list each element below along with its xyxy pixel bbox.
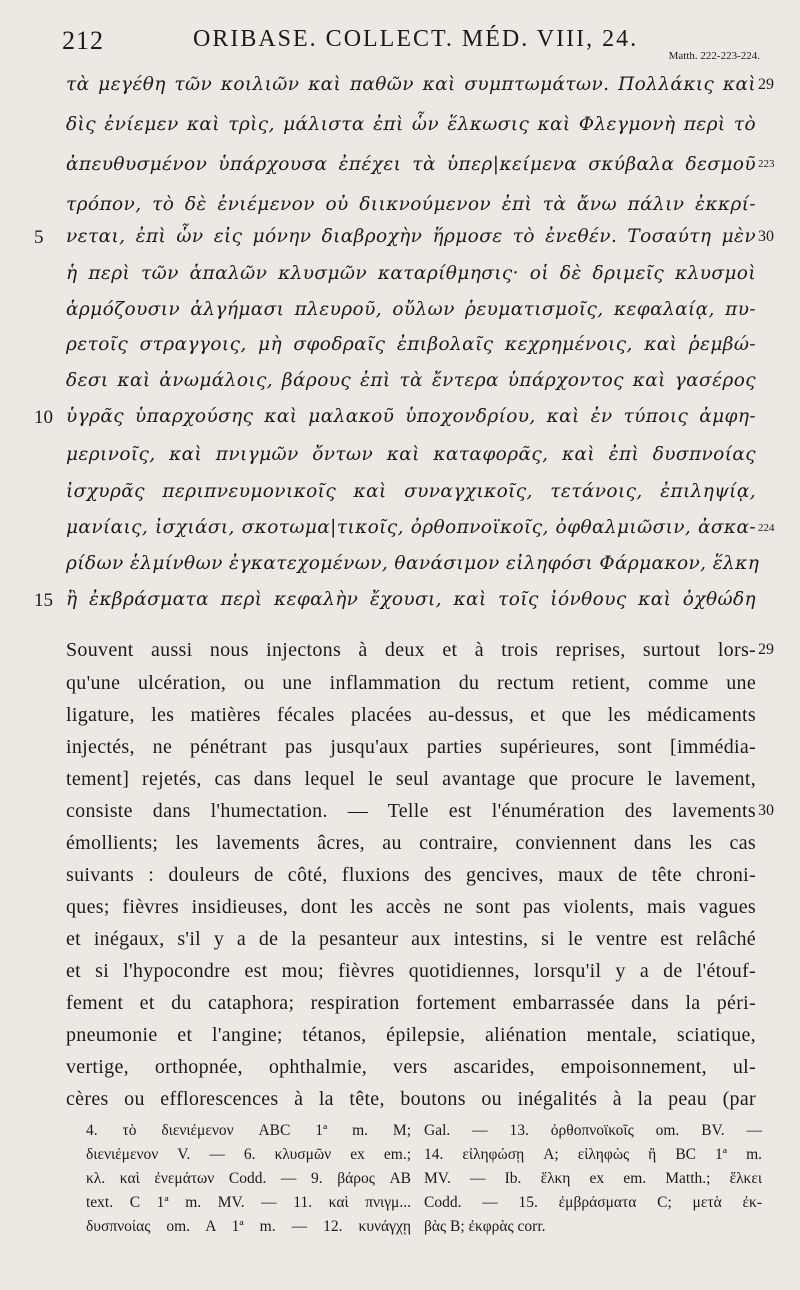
greek-line: τὰ μεγέθη τῶν κοιλιῶν καὶ παθῶν καὶ συμπτωμάτων. Πολλάκις καὶ bbox=[66, 74, 756, 95]
footnote-line: 4. τὸ διενιέμενον ABC 1ª m. M; bbox=[86, 1122, 411, 1139]
footnote-line: 14. εἰληφώσῃ A; εἰληφὼς ἢ BC 1ª m. bbox=[424, 1146, 762, 1163]
greek-line: ἢ ἐκβράσματα περὶ κεφαλὴν ἔχουσι, καὶ τοῖς ἰόνθους καὶ ὀχθώδη bbox=[66, 589, 756, 610]
page-number: 212 bbox=[62, 26, 104, 55]
greek-line: ρετοῖς στραγγοις, μὴ σφοδραῖς ἐπιβολαῖς κεχρημένοις, καὶ ῥεμβώ- bbox=[66, 334, 756, 355]
french-line: consiste dans l'humectation. — Telle est l'énumération des lavements bbox=[66, 800, 756, 822]
line-number-15: 15 bbox=[34, 590, 53, 611]
greek-line: τρόπον, τὸ δὲ ἐνιέμενον οὐ διικνούμενον ἐπὶ τὰ ἄνω πάλιν ἐκκρί- bbox=[66, 194, 756, 215]
footnote-line: βὰς B; ἐκφρὰς corr. bbox=[424, 1218, 546, 1235]
french-line: et si l'hypocondre est mou; fièvres quotidiennes, lorsqu'il y a de l'étouf- bbox=[66, 960, 756, 982]
french-line: qu'une ulcération, ou une inflammation du rectum retient, comme une bbox=[66, 672, 756, 694]
greek-line: δεσι καὶ ἀνωμάλοις, βάρους ἐπὶ τὰ ἔντερα ὑπάρχοντος καὶ γασέρος bbox=[66, 370, 756, 391]
matthaei-reference: Matth. 222-223-224. bbox=[668, 50, 760, 62]
greek-line: μερινοῖς, καὶ πνιγμῶν ὄντων καὶ καταφορᾶς, καὶ ἐπὶ δυσπνοίας bbox=[66, 444, 756, 465]
greek-line: ἁρμόζουσιν ἀλγήμασι πλευροῦ, οὔλων ῥευματισμοῖς, κεφαλαίᾳ, πυ- bbox=[66, 299, 756, 320]
french-line: ques; fièvres insidieuses, dont les accès ne sont pas violents, mais vagues bbox=[66, 896, 756, 918]
greek-line: ὑγρᾶς ὑπαρχούσης καὶ μαλακοῦ ὑποχονδρίου, καὶ ἐν τύποις ἀμφη- bbox=[66, 406, 756, 427]
french-line: cères ou efflorescences à la tête, boutons ou inégalités à la peau (par bbox=[66, 1088, 756, 1110]
margin-number-223: 223 bbox=[758, 158, 775, 170]
line-number-10: 10 bbox=[34, 407, 53, 428]
margin-number-30: 30 bbox=[758, 802, 774, 819]
margin-number-29: 29 bbox=[758, 641, 774, 658]
line-number-5: 5 bbox=[34, 227, 44, 248]
french-line: et inégaux, s'il y a de la pesanteur aux intestins, si le ventre est relâché bbox=[66, 928, 756, 950]
french-line: pneumonie et l'angine; tétanos, épilepsie, aliénation mentale, sciatique, bbox=[66, 1024, 756, 1046]
margin-number-30: 30 bbox=[758, 228, 774, 245]
french-line: vertige, orthopnée, ophthalmie, vers ascarides, empoisonnement, ul- bbox=[66, 1056, 756, 1078]
french-line: ligature, les matières fécales placées au-dessus, et que les médicaments bbox=[66, 704, 756, 726]
running-header bbox=[60, 26, 760, 66]
french-line: émollients; les lavements âcres, au contraire, conviennent dans les cas bbox=[66, 832, 756, 854]
footnote-line: διενιέμενον V. — 6. κλυσμῶν ex em.; bbox=[86, 1146, 411, 1163]
footnote-line: Gal. — 13. ὀρθοπνοϊκοῖς om. BV. — bbox=[424, 1122, 762, 1139]
footnote-line: MV. — Ib. ἕλκη ex em. Matth.; ἕλκει bbox=[424, 1170, 762, 1187]
greek-line: δὶς ἐνίεμεν καὶ τρὶς, μάλιστα ἐπὶ ὧν ἕλκωσις καὶ Φλεγμονὴ περὶ τὸ bbox=[66, 114, 756, 135]
greek-line: ἰσχυρᾶς περιπνευμονικοῖς καὶ συναγχικοῖς, τετάνοις, ἐπιληψίᾳ, bbox=[66, 481, 756, 502]
french-line: suivants : douleurs de côté, fluxions des gencives, maux de tête chroni- bbox=[66, 864, 756, 886]
greek-line: μανίαις, ἰσχιάσι, σκοτωμα|τικοῖς, ὀρθοπνοϊκοῖς, ὀφθαλμιῶσιν, ἀσκα- bbox=[66, 517, 756, 538]
greek-line: νεται, ἐπὶ ὧν εἰς μόνην διαβροχὴν ἥρμοσε τὸ ἐνεθέν. Τοσαύτη μὲν bbox=[66, 226, 756, 247]
greek-line: ἀπευθυσμένον ὑπάρχουσα ἐπέχει τὰ ὑπερ|κείμενα σκύβαλα δεσμοῦ bbox=[66, 154, 756, 175]
margin-number-29: 29 bbox=[758, 76, 774, 93]
footnote-line: text. C 1ª m. MV. — 11. καὶ πνιγμ... bbox=[86, 1194, 411, 1211]
greek-line: ρίδων ἑλμίνθων ἐγκατεχομένων, θανάσιμον εἰληφόσι Φάρμακον, ἕλκη bbox=[66, 553, 760, 574]
footnote-line: Codd. — 15. ἐμβράσματα C; μετὰ ἐκ- bbox=[424, 1194, 762, 1211]
greek-line: ἡ περὶ τῶν ἁπαλῶν κλυσμῶν καταρίθμησις· οἱ δὲ δριμεῖς κλυσμοὶ bbox=[66, 263, 756, 284]
french-line: injectés, ne pénétrant pas jusqu'aux parties supérieures, sont [immédia- bbox=[66, 736, 756, 758]
footnote-line: κλ. καὶ ἐνεμάτων Codd. — 9. βάρος AB bbox=[86, 1170, 411, 1187]
margin-number-224: 224 bbox=[758, 522, 775, 534]
french-line: fement et du cataphora; respiration fortement embarrassée dans la péri- bbox=[66, 992, 756, 1014]
french-line: Souvent aussi nous injectons à deux et à trois reprises, surtout lors- bbox=[66, 639, 756, 661]
footnote-line: δυσπνοίας om. A 1ª m. — 12. κυνάγχῃ bbox=[86, 1218, 411, 1235]
running-title: ORIBASE. COLLECT. MÉD. VIII, 24. bbox=[193, 26, 639, 52]
french-line: tement] rejetés, cas dans lequel le seul avantage que procure le lavement, bbox=[66, 768, 756, 790]
